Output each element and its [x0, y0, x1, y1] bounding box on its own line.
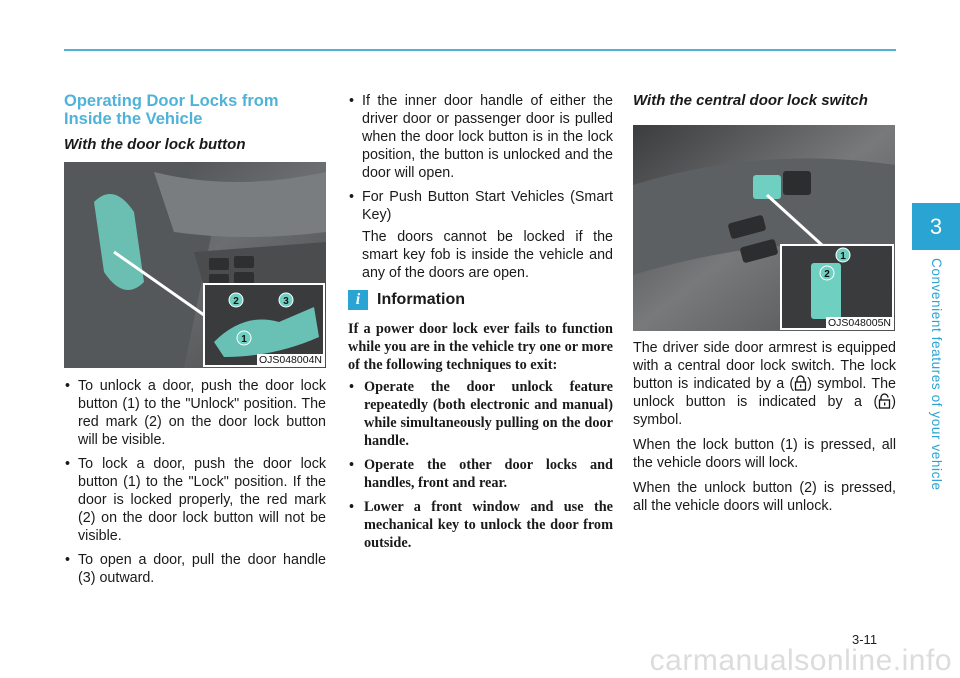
callout-1: 1	[840, 251, 846, 262]
information-header	[348, 290, 613, 310]
info-icon: i	[348, 290, 368, 310]
subheading-central-switch: With the central door lock switch	[633, 92, 868, 109]
column-3	[633, 92, 896, 522]
image-code: OJS048005N	[827, 317, 891, 329]
paragraph: The driver side door armrest is equipped with a central door lock switch. The lock button is indicated by a ( ) symbol. The unlock button is indicated by a ( ) symbol.	[633, 340, 896, 428]
list-item: • For Push Button Start Vehicles (Smart Key)	[348, 188, 613, 224]
door-lock-button-photo	[64, 162, 326, 368]
lock-open-icon	[878, 393, 891, 409]
smart-key-note: The doors cannot be locked if the smart key fob is inside the vehicle and any of the doors are open.	[362, 229, 613, 281]
callout-1: 1	[241, 334, 247, 345]
callout-3: 3	[283, 296, 289, 307]
page-number: 3-11	[852, 632, 878, 647]
lock-closed-icon	[794, 375, 807, 391]
callout-2: 2	[233, 296, 239, 307]
information-title: Information	[377, 291, 465, 308]
information-list	[348, 378, 613, 552]
list-item: • Operate the other door locks and handles, front and rear.	[348, 456, 613, 492]
header-rule	[64, 49, 896, 51]
section-heading: Operating Door Locks from Inside the Vehicle	[64, 92, 279, 128]
subheading-door-lock-button: With the door lock button	[64, 136, 246, 153]
list-item: • Operate the door unlock feature repeatedly (both electronic and manual) while simultaneously pulling on the door handle.	[348, 378, 613, 450]
central-switch-text	[633, 339, 896, 515]
central-switch-illustration	[633, 125, 895, 331]
paragraph: When the lock button (1) is pressed, all the vehicle doors will lock.	[633, 437, 896, 471]
callout-2: 2	[824, 269, 830, 280]
image-code: OJS048004N	[258, 354, 322, 366]
chapter-number-tab: 3	[912, 203, 960, 250]
list-item: • To unlock a door, push the door lock button (1) to the "Unlock" position. The red mark (2) on the door lock button will be visible.	[64, 377, 326, 449]
central-door-lock-photo	[633, 125, 895, 331]
information-intro: If a power door lock ever fails to function while you are in the vehicle try one or more of the following techniques to exit:	[348, 321, 613, 373]
watermark: carmanualsonline.info	[649, 644, 952, 677]
list-item: • To open a door, pull the door handle (3) outward.	[64, 551, 326, 587]
column-2	[348, 92, 613, 558]
list-item: • Lower a front window and use the mechanical key to unlock the door from outside.	[348, 498, 613, 552]
door-lock-button-list	[64, 377, 326, 587]
list-item: • If the inner door handle of either the driver door or passenger door is pulled when the door lock button is in the lock position, the button is unlocked and the door will open.	[348, 92, 613, 182]
door-interior-illustration	[64, 162, 326, 368]
door-handle-list	[348, 92, 613, 224]
list-item: • To lock a door, push the door lock button (1) to the "Lock" position. If the door is locked properly, the red mark (2) on the door lock button will not be visible.	[64, 455, 326, 545]
paragraph: When the unlock button (2) is pressed, all the vehicle doors will unlock.	[633, 480, 896, 514]
column-1	[64, 92, 326, 593]
